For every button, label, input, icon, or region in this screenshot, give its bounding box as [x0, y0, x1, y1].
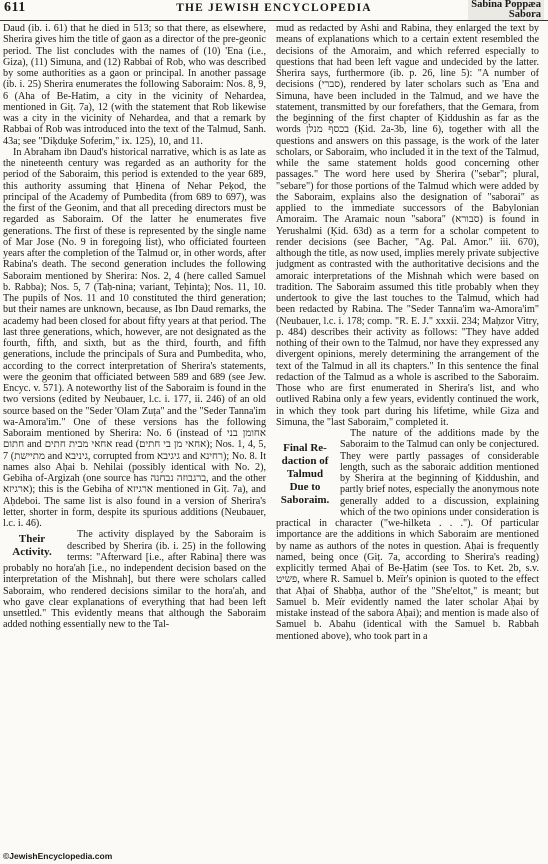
sidehead-their-activity — [3, 533, 61, 559]
publication-title: THE JEWISH ENCYCLOPEDIA — [176, 2, 372, 14]
right-paragraph-2: The nature of the additions made by the Saboraim to the Talmud can only be conjectured. They were partly passages of considerable length, such as the saboraic addition mentioned by Sherira at the beginning of Ḳiddushin, and partly brief notes, especially the anonymous note generally added to a discussion, explaining which of the two opinions under consideration is practical in character ("we-hilketa . . ."). Of particular importance are the additions in which Saboraim are mentioned by name as authors of the notes in question. Aḥai is frequently named, being once (Giṭ. 7a, according to Sherira's reading) explicitly termed Aḥai of Be-Ḥatim (see Tos. to Ket. 2b, s.v. פשיט, where R. Samuel b. Meïr's opinion is quoted to the effect that Aḥai of Shabḥa, author of the "She'eltot," is meant; but Samuel b. Meïr evidently named the later scholar Aḥai by mistake instead of the sabora Aḥai); and mention is made also of Samuel b. Abahu (identical with the Samuel b. Rabbah mentioned above), who took part in a — [276, 428, 539, 642]
sidehead-line: Due to — [289, 481, 321, 493]
left-paragraph-2: In Abraham ibn Daud's historical narrative, which is as late as the nineteenth century was regarded as an authority for the period of the Saboraim, this period is extended to the year 689, this authority assuming that Ḥinena of Nehar Peḳod, the principal of the Academy of Pumbedita (from 689 to 697), was the first of the Geonim, and that all preceding directors must be regarded as Saboraim. Of the latter he enumerates five generations. The first of these is represented by the single name of Mar Jose (No. 9 in foregoing list), who officiated fourteen years after the completion of the Talmud or, in other words, after Rabina's death. The second generation includes the following Saboraim mentioned by Sherira: Nos. 2, 4 (here called Samuel b. Rabba); Nos. 5, 7 (Taḥ-nina; variant, Teḥinta); Nos. 11, 10. The pupils of Nos. 11 and 10 constituted the third generation; but their names are unknown, because, as Ibn Daud remarks, the academy had been closed for about fifty years at that period. The last three generations, which, however, are not designated as the fourth, fifth, and sixth, but as the third, fourth, and fifth generations, include the principals of Sura and Pumbedita, who, according to the correct interpretation of Sherira's statements, were the geonim that officiated between 589 and 689 (see Jew. Encyc. v. 571). A noteworthy list of the Saboraim is found in the two versions (edited by Neubauer, l.c. i. 177, ii. 246) of an old source based on the "Seder 'Olam Zuṭa" and the "Seder Tanna'im wa-Amora'im." One of these versions has the following Saboraim mentioned by Sherira: No. 6 (instead of אחומן בני חתום and אחאי מבית חתים read (אחאי מן בי חתים); Nos. 1, 4, 5, 7 (מתיישת and גיניבא, corrupted from גיגיבא and רחינא); No. 8. It names also Aḥai b. Nehilai (possibly identical with No. 2), Gebiha of-Argizah (one source has ברגבוזה נבחנה, and the other ארגיזא); this is the Gebiha of ארגיזא mentioned in Giṭ. 7a), and Aḥdeboi. The same list is also found in a version of Sherira's letter, shorter in form, despite its spurious additions (Neubauer, l.c. i. 46). — [3, 146, 267, 529]
sidehead-line: daction of — [281, 455, 329, 467]
left-paragraph-1: Daud (ib. i. 61) that he died in 513; so that there, as elsewhere, Sherira gives him the title of gaon as a director of the pre-geonic period. The list concludes with the names of (10) 'Ena (i.e., Giza), (11) Simuna, and (12) Rabbai of Rob, who was described by some authorities as a gaon or principal. In another passage (ib. i. 25) Sherira enumerates the following Saboraim: Nos. 8, 9, 6 (Aha of Be-Hatim, a city in the vicinity of Nehardea, mentioned in Giṭ. 7a), 12 (with the statement that Rob likewise was a city in the vicinity of Nehardea, and that a remark by Rabbai of Rob was introduced into the text of the Talmud, Sanh. 43a; see "Diḳduḳe Soferim," ix. 125), 10, and 11. — [3, 23, 266, 147]
site-credit: ©JewishEncyclopedia.com — [3, 851, 113, 861]
running-head-last: Sabora — [508, 9, 541, 20]
right-column — [276, 23, 539, 642]
sidehead-line: Saboraim. — [280, 494, 330, 506]
right-paragraph-1: mud as redacted by Ashi and Rabina, they enlarged the text by means of explanations which to a certain extent resembled the decisions of the Amoraim, and which referred especially to questions that had been left vague and undecided by the latter. Sherira says, furthermore (ib. p. 26, line 5): "A number of decisions (סברי), rendered by later scholars such as 'Ena and Simuna, have been included in the Talmud, and we have the statement, transmitted by our forefathers, that the Gemara, from the beginning of the first chapter of Ḳiddushin as far as the words בכסף מנלן (Ḳid. 2a-3b, line 6), together with all the questions and answers on this passage, is the work of the later scholars, or Saboraim, who included it in the text of the Talmud, while the same statement holds good concerning other passages." The word here used by Sherira ("sebar"; plural, "sebare") for those portions of the Talmud which were added by the Saboraim, explains also the designation of "saborai" as applied to the immediate successors of the Babylonian Amoraim. The Aramaic noun "sabora" (סבורא) is found in Yerushalmi (Ḳid. 63d) as a term for a scholar competent to render decisions (see Bacher, "Ag. Pal. Amor." iii. 670), although the title, as now used, implies merely private subjective judgment as contrasted with the authoritative decisions and the amoraic interpretations of the Mishnah which were based on tradition. The Saboraim assumed this title probably when they undertook to give the last touches to the Talmud, which had been redacted by Rabina. The "Seder Tanna'im wa-Amora'im" (Neubauer, l.c. i. 178; comp. "R. E. J." xxxii. 234; Maḥzor Vitry, p. 484) describes their activity as follows: "They have added nothing of their own to the Talmud, nor have they expressed any divergent opinions, merely determining the arrangement of the text of the Talmud in all its chapters." In this sentence the final redaction of the Talmud as a whole is ascribed to the Saboraim. Those who are first enumerated in Sherira's list, and who outlived Rabina only a few years, evidently continued the work, in which they took part during his lifetime, while Giza and Simuna, the "last Saboraim," completed it. — [276, 23, 539, 428]
page-header — [0, 0, 548, 22]
running-head — [468, 0, 544, 20]
page-number: 611 — [4, 0, 26, 15]
left-paragraph-3: The activity displayed by the Saboraim is described by Sherira (ib. i. 25) in the following terms: "Afterward [i.e., after Rabina] there was probably no hora'ah [i.e., no independent decision based on the interpretation of the Mishnah], but there were scholars called Saboraim, who rendered decisions similar to the hora'ah, and who gave clear explanations of everything that had been left unsettled." This evidently means that although the Saboraim added nothing essentially new to the Tal- — [3, 529, 266, 631]
header-rule — [0, 20, 548, 21]
sidehead-line: Talmud — [286, 468, 324, 480]
running-head-first: Sabina Poppæa — [471, 0, 541, 10]
sidehead-final-redaction — [276, 442, 334, 507]
left-column — [3, 23, 266, 631]
sidehead-line: Final Re- — [283, 442, 327, 454]
sidehead-line: Activity. — [12, 546, 52, 559]
sidehead-line: Their — [18, 533, 46, 546]
